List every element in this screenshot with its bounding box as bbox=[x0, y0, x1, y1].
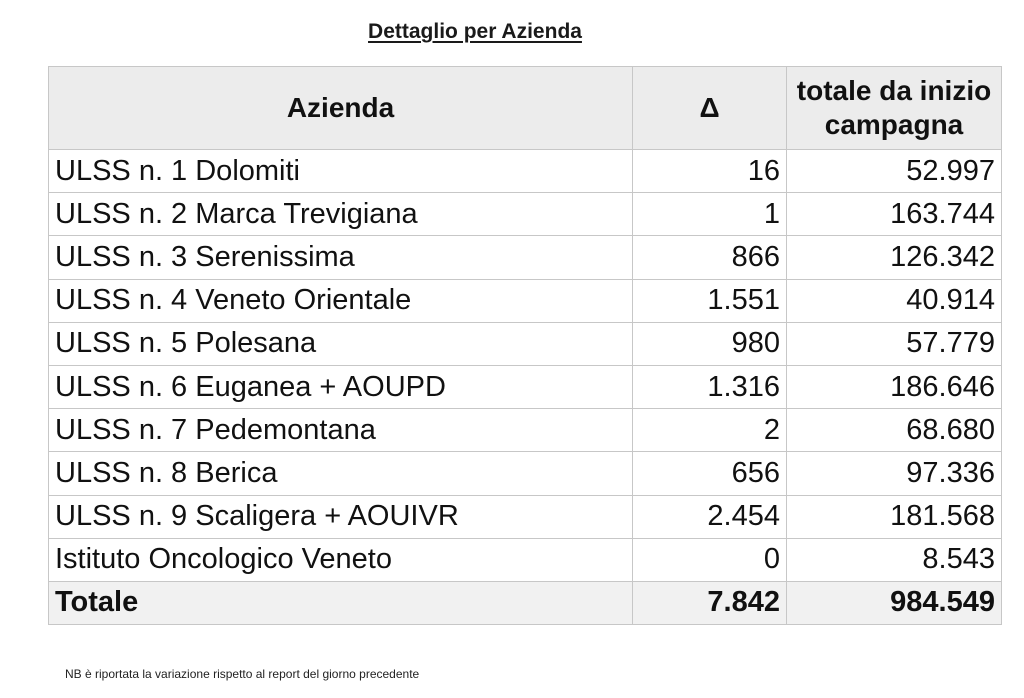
header-totale: totale da inizio campagna bbox=[787, 67, 1002, 150]
table-header-row bbox=[49, 67, 1002, 150]
delta-cell: 2.454 bbox=[633, 495, 787, 538]
totale-cell: 163.744 bbox=[787, 193, 1002, 236]
azienda-cell: ULSS n. 7 Pedemontana bbox=[49, 409, 633, 452]
total-label: Totale bbox=[49, 581, 633, 624]
azienda-cell: ULSS n. 3 Serenissima bbox=[49, 236, 633, 279]
azienda-cell: Istituto Oncologico Veneto bbox=[49, 538, 633, 581]
azienda-cell: ULSS n. 6 Euganea + AOUPD bbox=[49, 365, 633, 408]
table-row bbox=[49, 495, 1002, 538]
delta-cell: 980 bbox=[633, 322, 787, 365]
delta-cell: 866 bbox=[633, 236, 787, 279]
azienda-table bbox=[48, 66, 1002, 625]
totale-cell: 186.646 bbox=[787, 365, 1002, 408]
azienda-cell: ULSS n. 1 Dolomiti bbox=[49, 150, 633, 193]
azienda-cell: ULSS n. 9 Scaligera + AOUIVR bbox=[49, 495, 633, 538]
delta-cell: 1.551 bbox=[633, 279, 787, 322]
table-row bbox=[49, 365, 1002, 408]
azienda-cell: ULSS n. 2 Marca Trevigiana bbox=[49, 193, 633, 236]
total-delta: 7.842 bbox=[633, 581, 787, 624]
totale-cell: 97.336 bbox=[787, 452, 1002, 495]
delta-cell: 16 bbox=[633, 150, 787, 193]
header-delta: Δ bbox=[633, 67, 787, 150]
footnote: NB è riportata la variazione rispetto al report del giorno precedente bbox=[65, 667, 420, 681]
header-azienda: Azienda bbox=[49, 67, 633, 150]
table-row bbox=[49, 538, 1002, 581]
table-row bbox=[49, 279, 1002, 322]
delta-cell: 2 bbox=[633, 409, 787, 452]
delta-cell: 0 bbox=[633, 538, 787, 581]
totale-cell: 40.914 bbox=[787, 279, 1002, 322]
totale-cell: 52.997 bbox=[787, 150, 1002, 193]
table-row bbox=[49, 452, 1002, 495]
page-title: Dettaglio per Azienda bbox=[368, 20, 582, 43]
table-row bbox=[49, 409, 1002, 452]
total-row bbox=[49, 581, 1002, 624]
totale-cell: 57.779 bbox=[787, 322, 1002, 365]
totale-cell: 181.568 bbox=[787, 495, 1002, 538]
delta-cell: 1.316 bbox=[633, 365, 787, 408]
totale-cell: 68.680 bbox=[787, 409, 1002, 452]
azienda-cell: ULSS n. 8 Berica bbox=[49, 452, 633, 495]
table-row bbox=[49, 150, 1002, 193]
table-row bbox=[49, 236, 1002, 279]
table-row bbox=[49, 322, 1002, 365]
azienda-cell: ULSS n. 4 Veneto Orientale bbox=[49, 279, 633, 322]
azienda-cell: ULSS n. 5 Polesana bbox=[49, 322, 633, 365]
table-row bbox=[49, 193, 1002, 236]
delta-cell: 1 bbox=[633, 193, 787, 236]
totale-cell: 8.543 bbox=[787, 538, 1002, 581]
delta-cell: 656 bbox=[633, 452, 787, 495]
totale-cell: 126.342 bbox=[787, 236, 1002, 279]
total-totale: 984.549 bbox=[787, 581, 1002, 624]
